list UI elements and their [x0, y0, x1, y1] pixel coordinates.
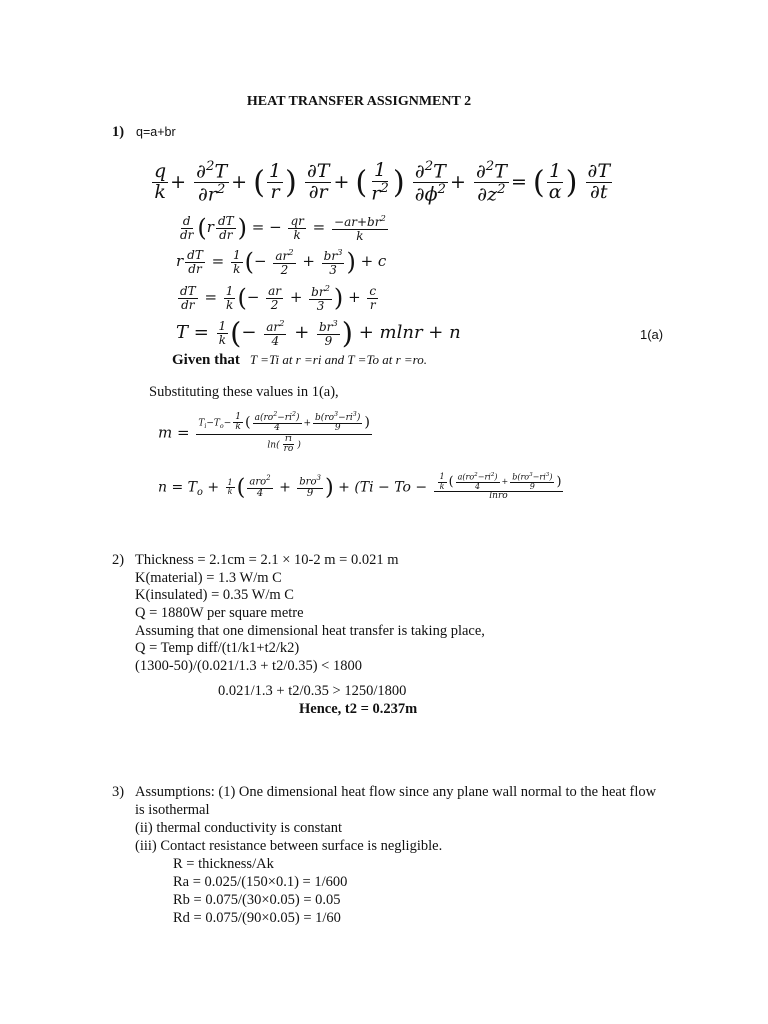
q2-line-3: Q = 1880W per square metre	[135, 605, 304, 621]
q3-line-5: Ra = 0.025/(150×0.1) = 1/600	[173, 874, 348, 890]
q2-line-4: Assuming that one dimensional heat transfer is taking place,	[135, 623, 485, 639]
substituting-text: Substituting these values in 1(a),	[149, 384, 339, 400]
q3-line-0: Assumptions: (1) One dimensional heat flow since any plane wall normal to the heat flow	[135, 784, 657, 800]
m-equation: m = $T_i-T_o-$ $\frac{1}{k}$ ( $\frac{a(ro^2-ri^2)}{4}$ + $\frac{b(ro^3-ri^3)}{9}$ ) ln( $\frac{ri}{ro}$ )	[158, 411, 370, 455]
q1-number: 1)	[112, 124, 125, 140]
derivation-line-4: T = $\frac{1}{k}$ (− $\frac{ar^2}{4}$ + $\frac{br^3}{9}$ ) + mlnr + n	[176, 316, 461, 350]
q3-line-4: R = thickness/Ak	[173, 856, 274, 872]
q3-line-6: Rb = 0.075/(30×0.05) = 0.05	[173, 892, 341, 908]
given-that: Given that T =Ti at r =ri and T =To at r =ro.	[172, 352, 428, 368]
derivation-line-2: r $\frac{dT}{dr}$ = $\frac{1}{k}$ (− $\frac{ar^2}{2}$ + $\frac{br^3}{3}$ ) + c	[176, 247, 387, 277]
q2-line-1: K(material) = 1.3 W/m C	[135, 570, 282, 586]
q3-line-3: (iii) Contact resistance between surface is negligible.	[135, 838, 443, 854]
q1-given-q: q=a+br	[136, 125, 176, 139]
q2-line-2: K(insulated) = 0.35 W/m C	[135, 587, 294, 603]
q2-line-0: Thickness = 2.1cm = 2.1 × 10-2 m = 0.021 m	[135, 552, 399, 568]
q2-line-6: (1300-50)/(0.021/1.3 + t2/0.35) < 1800	[135, 658, 362, 674]
q3-number: 3)	[112, 784, 125, 800]
derivation-line-1: $\frac{d}{dr}$ (r $\frac{dT}{dr}$ ) = − $\frac{qr}{k}$ = $\frac{-ar+br^2}{k}$	[180, 213, 386, 243]
heat-equation: $\frac{q}{k}$ + $\frac{\partial^2T}{\partial r^2}$ + ( $\frac{1}{r}$ ) $\frac{\partial T}{\partial r}$ + ( $\frac{1}{r^2}$ ) $\frac{\partial^2T}{\partial\phi^2}$ + $\frac{\partial^2T}{\partial z^2}$ = ( $\frac{1}{\alpha}$ ) $\frac{\partial T}{\partial t}$	[154, 159, 611, 206]
q2-line-7: 0.021/1.3 + t2/0.35 > 1250/1800	[218, 683, 407, 699]
q3-line-1: is isothermal	[135, 802, 210, 818]
equation-label: 1(a)	[640, 327, 664, 342]
derivation-line-3: $\frac{dT}{dr}$ = $\frac{1}{k}$ (− $\frac{ar}{2}$ + $\frac{br^2}{3}$ ) + $\frac{c}{r}$	[180, 283, 377, 313]
q3-line-2: (ii) thermal conductivity is constant	[135, 820, 342, 836]
n-equation: $n = T_o$ + $\frac{1}{k}$ ( $\frac{aro^2}{4}$ + $\frac{bro^3}{9}$ ) + (Ti − To − $\frac{1}{k}$ ( $\frac{a(ro^2-ri^2)}{4}$ + $\frac{b(ro^3-ri^3)}{9}$ ) lnro	[158, 472, 562, 502]
q3-line-7: Rd = 0.075/(90×0.05) = 1/60	[173, 910, 341, 926]
q2-number: 2)	[112, 552, 125, 568]
q2-result: Hence, t2 = 0.237m	[299, 701, 418, 717]
page-title: HEAT TRANSFER ASSIGNMENT 2	[246, 94, 472, 109]
q2-line-5: Q = Temp diff/(t1/k1+t2/k2)	[135, 640, 300, 656]
